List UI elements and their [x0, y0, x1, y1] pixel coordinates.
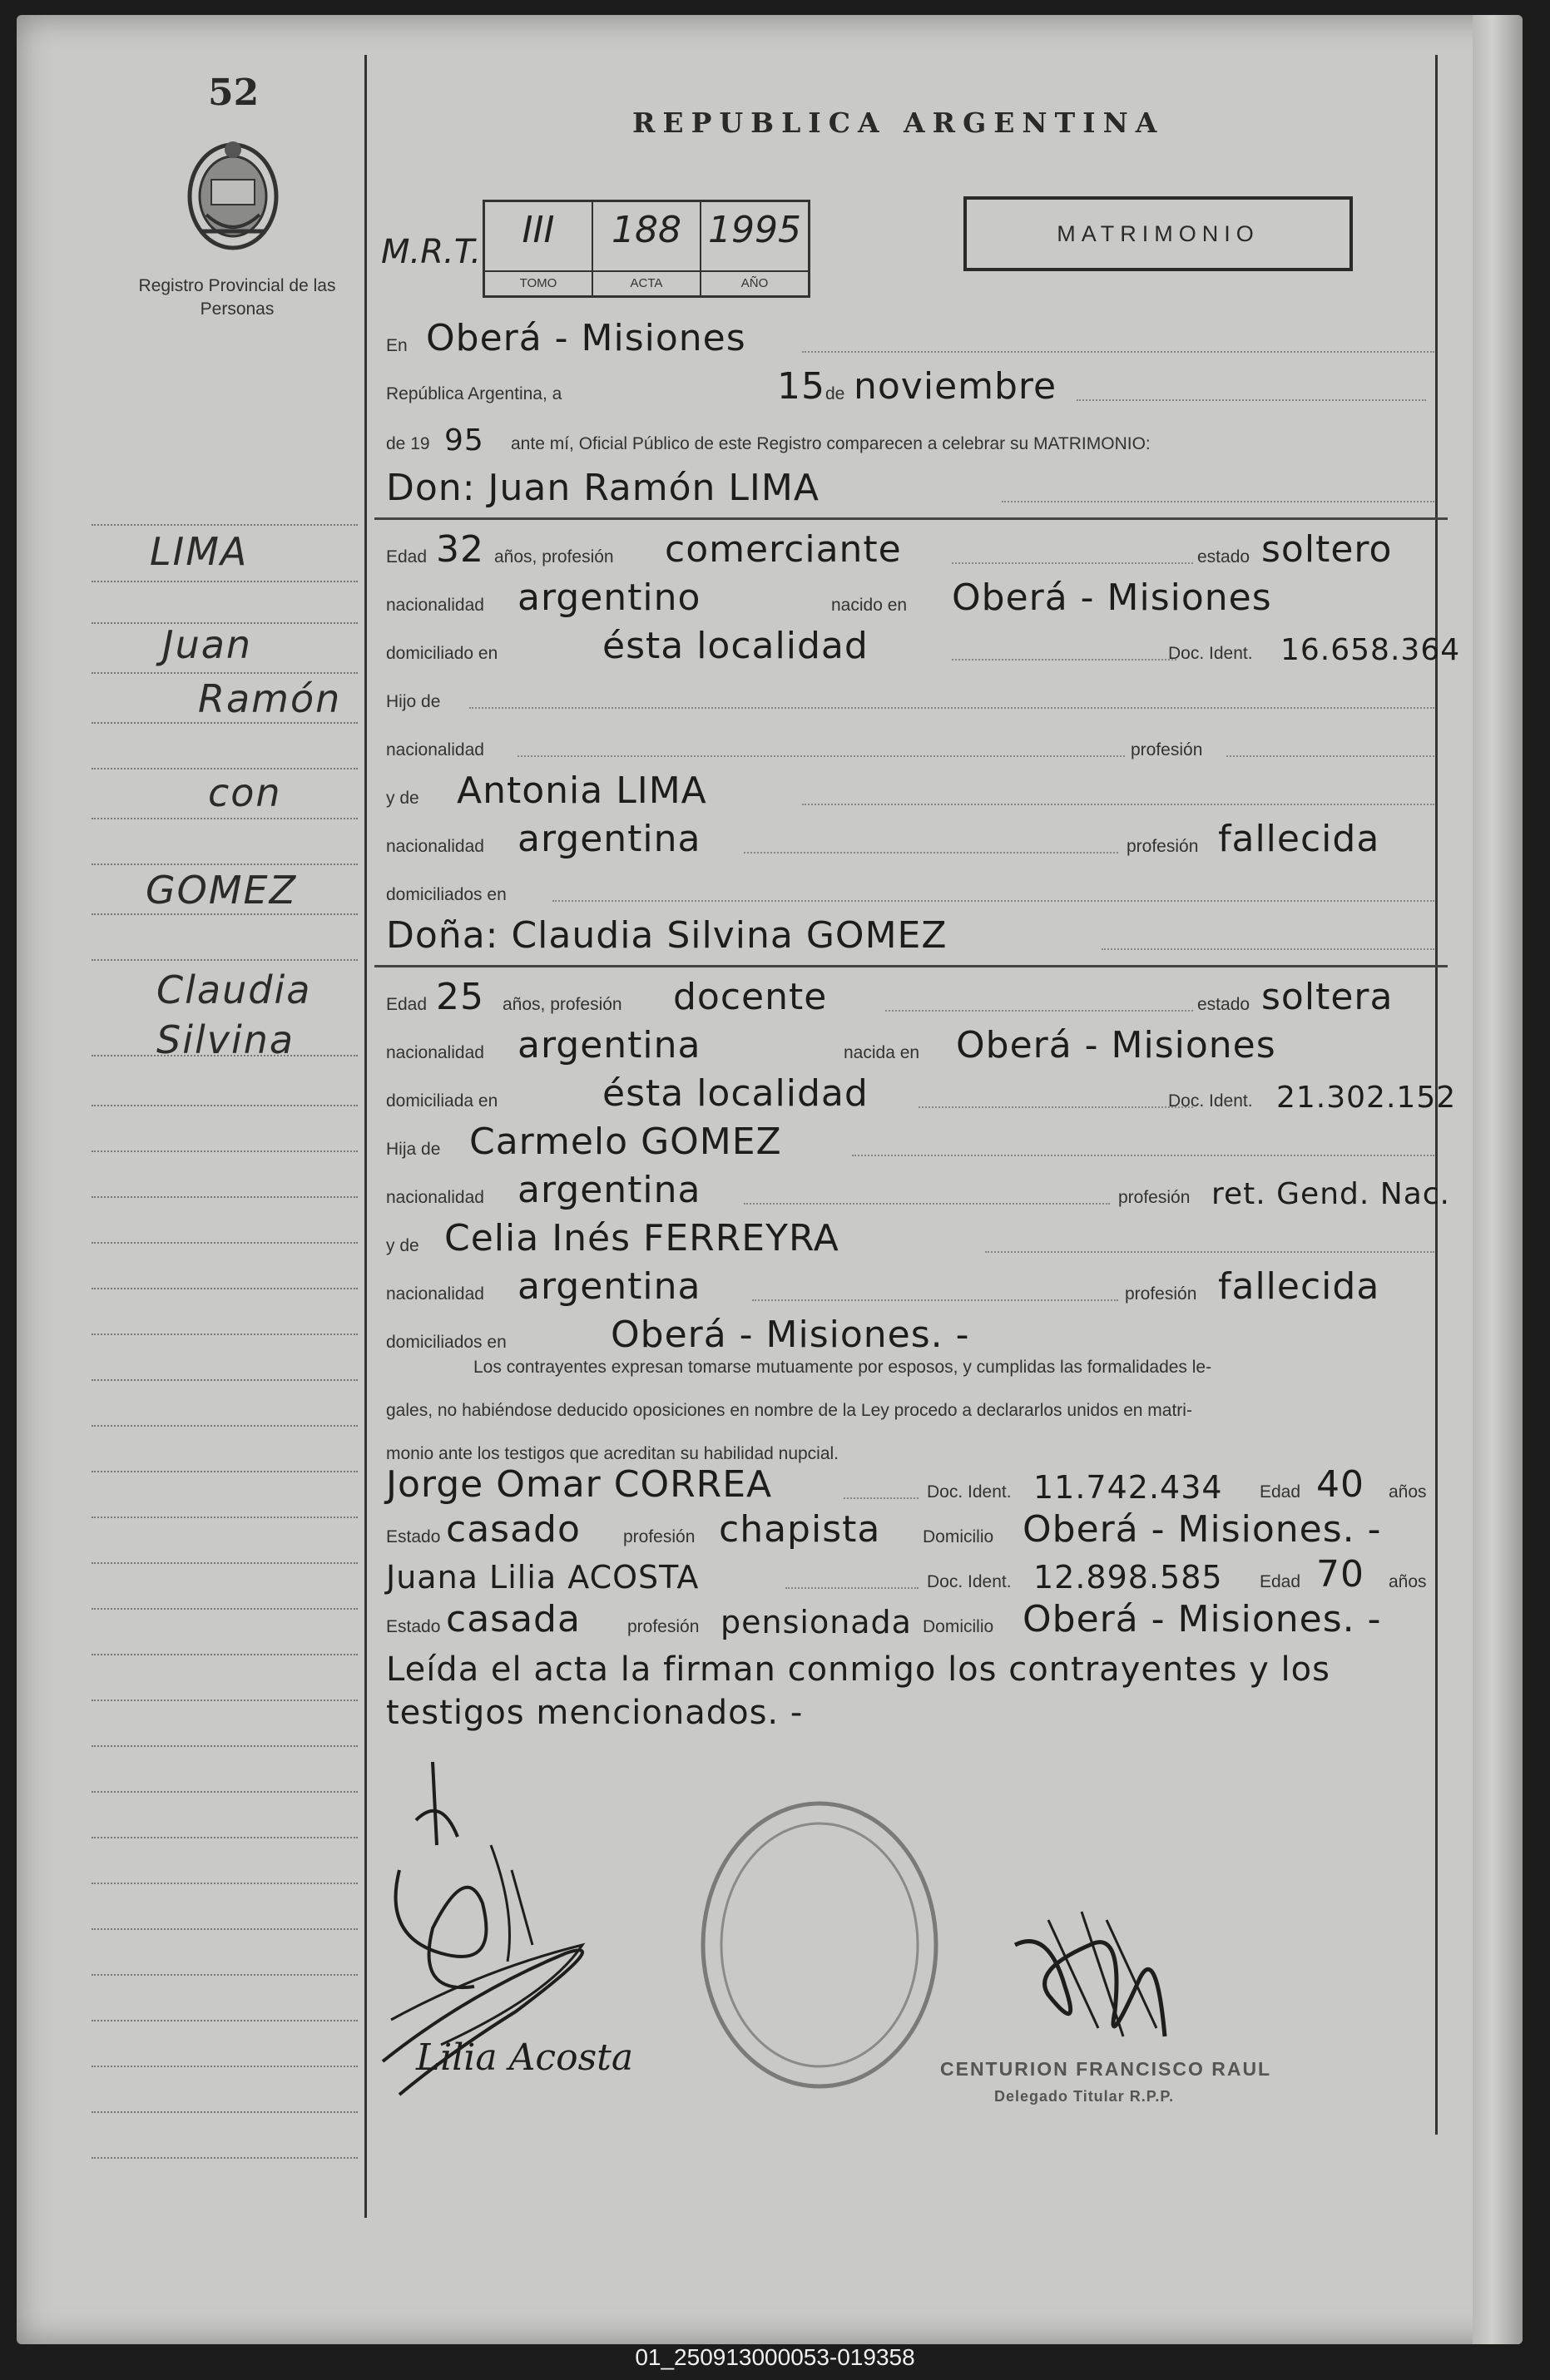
margin-rule	[92, 1055, 358, 1056]
dotted-line	[1077, 399, 1426, 401]
dotted-line	[952, 659, 1176, 661]
margin-rule	[92, 1928, 358, 1930]
witness-2-edad: 70	[1316, 1553, 1364, 1596]
margin-rule	[92, 722, 358, 724]
witness-1-anios-label: años	[1389, 1482, 1427, 1502]
margin-given-bride-2: Silvina	[156, 1017, 295, 1062]
witness-2-doc-label: Doc. Ident.	[927, 1572, 1012, 1591]
witness-signature-acosta: Lilia Acosta	[416, 2036, 634, 2079]
bride-mother-label: y de	[386, 1236, 419, 1255]
groom-nacionalidad: argentino	[517, 576, 701, 619]
margin-rule	[92, 1700, 358, 1701]
bride-father: Carmelo GOMEZ	[469, 1121, 782, 1163]
bride-mother-prof: fallecida	[1218, 1265, 1380, 1308]
margin-rule	[92, 863, 358, 865]
groom-father-prof-label: profesión	[1131, 740, 1203, 760]
groom-mother-prof: fallecida	[1218, 818, 1380, 860]
groom-dom-label: domiciliado en	[386, 644, 498, 663]
place-row	[386, 314, 1443, 361]
dotted-line	[752, 1299, 1118, 1301]
date-day: 15	[777, 365, 825, 408]
document-type-box: MATRIMONIO	[963, 196, 1353, 271]
margin-rule	[92, 2157, 358, 2159]
groom-mother-row	[386, 767, 1443, 814]
mrt-tomo-label: TOMO	[485, 270, 592, 295]
groom-mother-label: y de	[386, 789, 419, 808]
date-row	[386, 363, 1443, 409]
section-separator	[374, 517, 1448, 520]
mrt-anio-cell	[701, 202, 808, 295]
registry-label: Registro Provincial de las Personas	[138, 276, 336, 319]
bride-title-row	[386, 912, 1443, 958]
witness-2-prof-label: profesión	[627, 1617, 700, 1636]
bride-nacionalidad: argentina	[517, 1024, 701, 1066]
margin-rule	[92, 818, 358, 819]
bride-mother-nac-label: nacionalidad	[386, 1284, 484, 1304]
witness-2-domicilio: Oberá - Misiones. -	[1023, 1598, 1382, 1640]
witness-2-name: Juana Lilia ACOSTA	[386, 1559, 700, 1596]
groom-mother-nac: argentina	[517, 818, 701, 860]
witness-2-detail-row	[386, 1596, 1443, 1642]
mrt-acta-value: 188	[612, 209, 681, 251]
witness-2-dom-label: Domicilio	[923, 1617, 994, 1636]
bride-edad-label: Edad	[386, 995, 428, 1014]
bride-doc: 21.302.152	[1276, 1081, 1457, 1115]
groom-estado: soltero	[1261, 528, 1393, 571]
place-label: En	[386, 336, 408, 355]
year-text: ante mí, Oficial Público de este Registro comparecen a celebrar su MATRIMONIO:	[511, 434, 1151, 453]
groom-doc-label: Doc. Ident.	[1168, 644, 1253, 663]
witness-1-prof-label: profesión	[623, 1527, 696, 1546]
declaration-line-2: gales, no habiéndose deducido oposiciones en nombre de la Ley procedo a declararlos unidos en matri-	[386, 1401, 1192, 1420]
bride-doc-label: Doc. Ident.	[1168, 1091, 1253, 1111]
witness-1-doc: 11.742.434	[1033, 1469, 1223, 1506]
image-id-footer: 01_250913000053-019358	[635, 2344, 915, 2370]
bride-edad: 25	[436, 976, 484, 1018]
official-signature	[998, 1895, 1181, 2078]
witness-1-profesion: chapista	[719, 1508, 881, 1551]
margin-rule	[92, 524, 358, 526]
dotted-line	[1226, 755, 1434, 757]
page-edge	[1473, 15, 1523, 2344]
margin-rule	[92, 1471, 358, 1472]
official-title-stamp: Delegado Titular R.P.P.	[994, 2088, 1175, 2105]
dotted-line	[844, 1497, 919, 1499]
dotted-line	[919, 1106, 1193, 1108]
groom-edad-label: Edad	[386, 547, 428, 567]
witness-1-row	[386, 1461, 1443, 1507]
witness-2-anios-label: años	[1389, 1572, 1427, 1591]
bride-nacida: Oberá - Misiones	[956, 1024, 1276, 1066]
date-de: de	[825, 384, 845, 403]
margin-rule	[92, 1517, 358, 1518]
groom-father-row	[386, 670, 1443, 717]
dotted-line	[1102, 948, 1434, 950]
groom-mother-nat-row	[386, 815, 1443, 862]
margin-rule	[92, 1150, 358, 1152]
witness-1-doc-label: Doc. Ident.	[927, 1482, 1012, 1502]
dotted-line	[785, 1587, 919, 1589]
bride-father-prof: ret. Gend. Nac.	[1211, 1177, 1450, 1211]
closing-line-2: testigos mencionados. -	[386, 1694, 804, 1732]
dotted-line	[802, 351, 1434, 353]
margin-rule	[92, 2020, 358, 2021]
closing-line-1: Leída el acta la firman conmigo los contrayentes y los	[386, 1650, 1330, 1689]
margin-rule	[92, 1333, 358, 1335]
page-number: 52	[208, 72, 260, 114]
mrt-tomo-value: III	[522, 209, 555, 251]
margin-rule	[92, 1425, 358, 1427]
official-round-seal	[695, 1795, 944, 2095]
margin-surname-groom: LIMA	[150, 529, 249, 574]
witness-2-estado-label: Estado	[386, 1617, 441, 1636]
groom-profesion: comerciante	[665, 528, 902, 571]
witness-2-profesion: pensionada	[721, 1604, 912, 1640]
dotted-line	[517, 755, 1125, 757]
bride-mother-prof-label: profesión	[1125, 1284, 1197, 1304]
witness-1-dom-label: Domicilio	[923, 1527, 994, 1546]
year-value: 95	[444, 423, 484, 458]
bride-domicile-row	[386, 1070, 1457, 1116]
margin-rule	[92, 1837, 358, 1838]
mrt-acta-cell	[593, 202, 701, 295]
bride-mother: Celia Inés FERREYRA	[444, 1217, 839, 1259]
margin-rule	[92, 1791, 358, 1793]
witness-2-edad-label: Edad	[1260, 1572, 1301, 1591]
mrt-anio-label: AÑO	[701, 270, 808, 295]
bride-father-prof-label: profesión	[1118, 1188, 1191, 1207]
witness-1-estado-label: Estado	[386, 1527, 441, 1546]
groom-nacido-label: nacido en	[831, 596, 908, 615]
bride-father-row	[386, 1118, 1443, 1165]
bride-profesion: docente	[673, 976, 828, 1018]
margin-rule	[92, 1562, 358, 1564]
bride-parents-dom-label: domiciliados en	[386, 1333, 507, 1352]
margin-given-groom-1: Juan	[162, 622, 253, 667]
margin-given-bride-1: Claudia	[156, 967, 312, 1012]
groom-edad: 32	[436, 528, 484, 571]
register-page	[17, 15, 1523, 2344]
declaration-line-3: monio ante los testigos que acreditan su habilidad nupcial.	[386, 1444, 839, 1463]
margin-column	[17, 15, 364, 2344]
dotted-line	[802, 804, 1434, 805]
margin-connector: con	[208, 770, 282, 815]
place-value: Oberá - Misiones	[426, 317, 746, 359]
bride-domicilio: ésta localidad	[602, 1072, 869, 1115]
groom-mother-nac-label: nacionalidad	[386, 837, 484, 856]
witness-1-estado: casado	[446, 1508, 581, 1551]
groom-title: Don: Juan Ramón LIMA	[386, 467, 820, 509]
header-title: REPUBLICA ARGENTINA	[632, 106, 1165, 139]
closing-row-1	[386, 1644, 1443, 1690]
official-name-stamp: CENTURION FRANCISCO RAUL	[940, 2058, 1272, 2080]
bride-mother-row	[386, 1215, 1443, 1261]
margin-rule	[92, 1242, 358, 1244]
date-label: República Argentina, a	[386, 384, 562, 403]
margin-rule	[92, 2111, 358, 2113]
margin-rule	[92, 581, 358, 582]
margin-rule	[92, 1379, 358, 1381]
margin-given-groom-2: Ramón	[198, 676, 342, 721]
margin-surname-bride: GOMEZ	[146, 868, 298, 913]
bride-father-nac: argentina	[517, 1169, 701, 1211]
groom-age-row	[386, 526, 1443, 572]
margin-rule	[92, 2066, 358, 2067]
bride-mother-nac: argentina	[517, 1265, 701, 1308]
margin-rule	[92, 1105, 358, 1106]
dotted-line	[469, 707, 1434, 709]
groom-nationality-row	[386, 574, 1443, 621]
dotted-line	[744, 852, 1118, 854]
groom-nac-label: nacionalidad	[386, 596, 484, 615]
groom-parents-dom-row	[386, 863, 1443, 910]
margin-rule	[92, 1883, 358, 1884]
margin-rule	[92, 1654, 358, 1655]
dotted-line	[1002, 501, 1434, 502]
groom-estado-label: estado	[1197, 547, 1250, 567]
margin-rule	[92, 672, 358, 674]
year-row	[386, 413, 1443, 459]
section-separator	[374, 965, 1448, 967]
bride-dom-label: domiciliada en	[386, 1091, 498, 1111]
bride-prof-label: años, profesión	[503, 995, 622, 1014]
dotted-line	[744, 1203, 1110, 1205]
dotted-line	[985, 1251, 1434, 1253]
mrt-label: M.R.T.	[381, 233, 482, 271]
groom-domicilio: ésta localidad	[602, 625, 869, 667]
witness-1-detail-row	[386, 1506, 1443, 1552]
witness-1-edad: 40	[1316, 1463, 1364, 1506]
mrt-anio-value: 1995	[708, 209, 801, 251]
closing-row-2	[386, 1687, 1443, 1734]
bride-nacida-label: nacida en	[844, 1043, 920, 1062]
bride-estado: soltera	[1261, 976, 1394, 1018]
margin-rule	[92, 1288, 358, 1289]
bride-title: Doña: Claudia Silvina GOMEZ	[386, 914, 948, 957]
mrt-reference-box	[483, 200, 810, 298]
dotted-line	[852, 1155, 1434, 1156]
groom-mother: Antonia LIMA	[457, 769, 707, 812]
dotted-line	[552, 900, 1434, 902]
bride-father-nac-label: nacionalidad	[386, 1188, 484, 1207]
groom-nacido: Oberá - Misiones	[952, 576, 1272, 619]
mrt-acta-label: ACTA	[593, 270, 700, 295]
dotted-line	[885, 1010, 1193, 1012]
witness-1-edad-label: Edad	[1260, 1482, 1301, 1502]
groom-mother-prof-label: profesión	[1127, 837, 1199, 856]
year-prefix: de 19	[386, 434, 430, 453]
mrt-tomo-cell	[485, 202, 593, 295]
margin-rule	[92, 1974, 358, 1976]
margin-rule	[92, 768, 358, 769]
witness-1-name: Jorge Omar CORREA	[386, 1463, 773, 1506]
margin-rule	[92, 913, 358, 915]
margin-rule	[92, 959, 358, 961]
margin-rule	[92, 1745, 358, 1747]
witness-2-doc: 12.898.585	[1033, 1559, 1223, 1596]
bride-parents-dom: Oberá - Misiones. -	[611, 1314, 970, 1356]
bride-nationality-row	[386, 1022, 1443, 1068]
witness-2-row	[386, 1551, 1443, 1597]
provincial-seal-icon	[175, 131, 291, 256]
groom-father-nat-row	[386, 719, 1443, 765]
bride-age-row	[386, 973, 1443, 1020]
groom-hijo-label: Hijo de	[386, 692, 441, 711]
witness-1-domicilio: Oberá - Misiones. -	[1023, 1508, 1382, 1551]
groom-title-row	[386, 464, 1443, 511]
dotted-line	[952, 562, 1193, 564]
bride-mother-nat-row	[386, 1263, 1443, 1309]
groom-domicile-row	[386, 622, 1461, 669]
bride-father-nat-row	[386, 1166, 1450, 1213]
margin-rule	[92, 1608, 358, 1610]
groom-parents-dom-label: domiciliados en	[386, 885, 507, 904]
bride-nac-label: nacionalidad	[386, 1043, 484, 1062]
date-month: noviembre	[854, 365, 1057, 408]
declaration-line-1: Los contrayentes expresan tomarse mutuamente por esposos, y cumplidas las formalidades le-	[473, 1358, 1212, 1377]
margin-rule	[92, 1196, 358, 1198]
bride-hija-label: Hija de	[386, 1140, 441, 1159]
groom-prof-label: años, profesión	[494, 547, 614, 567]
witness-2-estado: casada	[446, 1598, 581, 1640]
bride-estado-label: estado	[1197, 995, 1250, 1014]
groom-doc: 16.658.364	[1280, 633, 1461, 667]
declaration-paragraph	[386, 1346, 1443, 1476]
groom-father-nac-label: nacionalidad	[386, 740, 484, 760]
